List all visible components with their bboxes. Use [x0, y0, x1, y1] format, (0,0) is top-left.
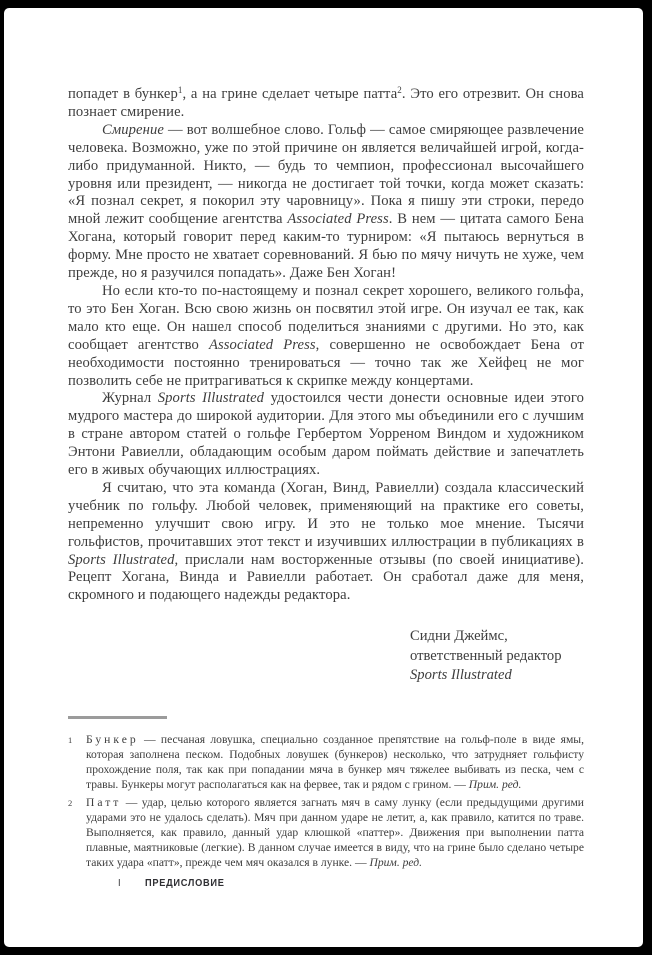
footnote-text: Патт — удар, целью которого является загнать мяч в саму лунку (если предыдущими другими ударами это не удалось сделать). Мяч при данном ударе не летит, а, как правило, катится по траве. Выполняется, как правило, данный удар клюшкой «паттер». Движения при выполнении патта плавные, маятниковые (легкие). В данном случае имеется в виду, что на грине было сделано четыре таких удара «патт», прежде чем мяч оказался в лунке. — Прим. ред. [86, 795, 584, 869]
footnote-item [68, 795, 584, 870]
signature-line: ответственный редактор [410, 647, 562, 664]
footnote-item [68, 732, 584, 792]
body-paragraph: Я считаю, что эта команда (Хоган, Винд, Равиелли) создала классический учебник по гольфу. Любой человек, применяющий на практике его советы, непременно улучшит свою игру. И это не только мое мнение. Тысячи гольфистов, прочитавших этот текст и изучивших иллюстрации в публикациях в Sports Illustrated, прислали нам восторженные отзывы (по своей инициативе). Рецепт Хогана, Винда и Равиелли работает. Он сработал даже для меня, скромного и подающего надежды редактора. [68, 479, 584, 604]
signature-line: Sports Illustrated [410, 667, 512, 684]
body-paragraph: Но если кто-то по-настоящему и познал секрет хорошего, великого гольфа, то это Бен Хоган. Всю свою жизнь он посвятил этой игре. Он изучал ее так, как мало кто еще. Он нашел способ поделиться знаниями с другими. Но это, как сообщает агентство Associated Press, совершенно не освобождает Бена от необходимости постоянно тренироваться — точно так же Хейфец не мог позволить себе не притрагиваться к скрипке между концертами. [68, 282, 584, 389]
body-text [68, 86, 584, 605]
page-content [4, 8, 643, 947]
footnote-marker: 1 [68, 734, 73, 745]
book-page [4, 8, 643, 947]
footnote-marker: 2 [68, 797, 73, 808]
footnote-separator-rule [68, 716, 167, 719]
footnotes [68, 732, 584, 870]
body-paragraph: попадет в бункер$^1$, а на грине сделает четыре патта$^2$. Это его отрезвит. Он снова познает смирение. [68, 85, 584, 120]
body-paragraph: Смирение — вот волшебное слово. Гольф — самое смиряющее развлечение человека. Возможно, уже по этой причине он является величайшей игрой, когда-либо придуманной. Никто, — будь то чемпион, профессионал высочайшего уровня или президент, — никогда не достигает той точки, когда может сказать: «Я познал секрет, я покорил эту чаровницу». Пока я пишу эти строки, передо мной лежит сообщение агентства Associated Press. В нем — цитата самого Бена Хогана, который говорит перед каким-то турниром: «Я пытаюсь вернуться в форму. Мне просто не хватает соревнований. Я бью по мячу ничуть не хуже, чем прежде, но я разучился попадать». Даже Бен Хоган! [68, 121, 584, 282]
body-paragraph: Журнал Sports Illustrated удостоился чести донести основные идеи этого мудрого мастера до широкой аудитории. Для этого мы объединили его с лучшим в стране автором статей о гольфе Гербертом Уорреном Виндом и художником Энтони Равиелли, обладающим особым даром поймать действие и запечатлеть его в живых обучающих иллюстрациях. [68, 390, 584, 479]
footer-page-marker: I [118, 877, 122, 889]
signature-line: Сидни Джеймс, [410, 628, 508, 645]
footnote-text: Бункер — песчаная ловушка, специально созданное препятствие на гольф-поле в виде ямы, которая заполнена песком. Подобных ловушек (бункеров) несколько, что затрудняет гольфисту прохождение поля, так как при попадании мяча в бункер мяч тяжелее выбивать из песка, чем с травы. Бункеры могут располагаться как на фервее, так и рядом с грином. — Прим. ред. [86, 732, 584, 791]
footer-section-title: ПРЕДИСЛОВИЕ [145, 877, 225, 889]
signature-block [410, 627, 584, 686]
page-footer [118, 877, 225, 889]
